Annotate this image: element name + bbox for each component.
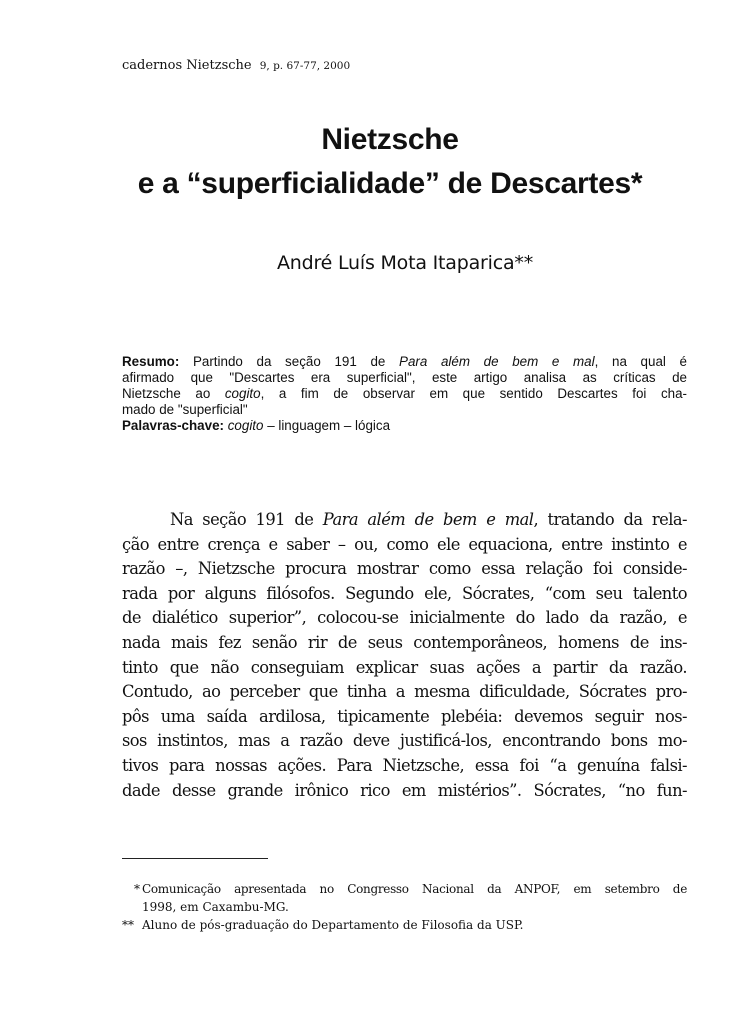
abstract-label: Resumo: (122, 354, 180, 369)
body-line: pôs uma saída ardilosa, tipicamente plebéia: devemos seguir nos- (122, 706, 687, 726)
body-line: dade desse grande irônico rico em mistérios”. Sócrates, “no fun- (122, 780, 687, 800)
work-title: Para além de bem e mal (322, 510, 534, 529)
title-line-1: Nietzsche (321, 123, 459, 156)
body-line (122, 508, 687, 533)
body-line: ção entre crença e saber – ou, como ele equaciona, entre instinto e (122, 534, 687, 554)
keywords-label: Palavras-chave: (122, 418, 224, 433)
body-line: nada mais fez senão rir de seus contemporâneos, homens de ins- (122, 632, 687, 652)
footnote-divider (122, 858, 268, 859)
abstract-line (122, 354, 687, 370)
abstract (122, 354, 687, 434)
body-line: sos instintos, mas a razão deve justificá-los, encontrando bons mo- (122, 731, 687, 751)
body-line: tivos para nossas ações. Para Nietzsche, essa foi “a genuína falsi- (122, 755, 687, 775)
body-line: rada por alguns filósofos. Segundo ele, Sócrates, “com seu talento (122, 583, 687, 603)
footnotes (122, 880, 687, 934)
running-head (122, 58, 350, 73)
body-line: razão –, Nietzsche procura mostrar como essa relação foi conside- (122, 559, 687, 579)
keyword-cogito: cogito (227, 418, 264, 433)
article-title (100, 118, 680, 206)
abstract-term: cogito (224, 386, 261, 401)
footnote-line: Aluno de pós-graduação do Departamento de Filosofia da USP. (142, 918, 524, 932)
abstract-text: , a fim de observar em que sentido Descartes foi cha- (260, 386, 687, 401)
abstract-text: , na qual é (594, 354, 687, 369)
work-title: Para além de bem e mal (399, 354, 595, 369)
footnote-mark: ** (122, 918, 134, 932)
journal-name: cadernos Nietzsche (122, 58, 252, 73)
body-line: de dialético superior”, colocou-se inicialmente do lado da razão, e (122, 608, 687, 628)
footnote-2 (122, 916, 687, 934)
footnote-1 (122, 880, 687, 916)
abstract-line: mado de "superficial" (122, 402, 248, 417)
footnote-mark: * (134, 882, 140, 896)
keywords (122, 418, 687, 434)
body-text: , tratando da rela- (533, 510, 688, 529)
title-line-2: e a “superficialidade” de Descartes* (137, 167, 643, 200)
body-paragraph (122, 508, 687, 803)
abstract-line: afirmado que "Descartes era superficial", este artigo analisa as críticas de (122, 370, 687, 385)
journal-citation: 9, p. 67-77, 2000 (259, 60, 351, 72)
body-line: Contudo, ao perceber que tinha a mesma dificuldade, Sócrates pro- (122, 682, 687, 702)
footnote-line: 1998, em Caxambu-MG. (142, 900, 289, 914)
abstract-text: Nietzsche ao (122, 386, 225, 401)
body-line: tinto que não conseguiam explicar suas ações a partir da razão. (122, 657, 687, 677)
keywords-rest: – linguagem – lógica (263, 418, 391, 433)
abstract-text: Partindo da seção 191 de (179, 354, 400, 369)
footnote-line: Comunicação apresentada no Congresso Nacional da ANPOF, em setembro de (142, 882, 687, 896)
body-text: Na seção 191 de (170, 510, 323, 529)
abstract-line (122, 386, 687, 402)
author-name: André Luís Mota Itaparica** (276, 252, 534, 274)
